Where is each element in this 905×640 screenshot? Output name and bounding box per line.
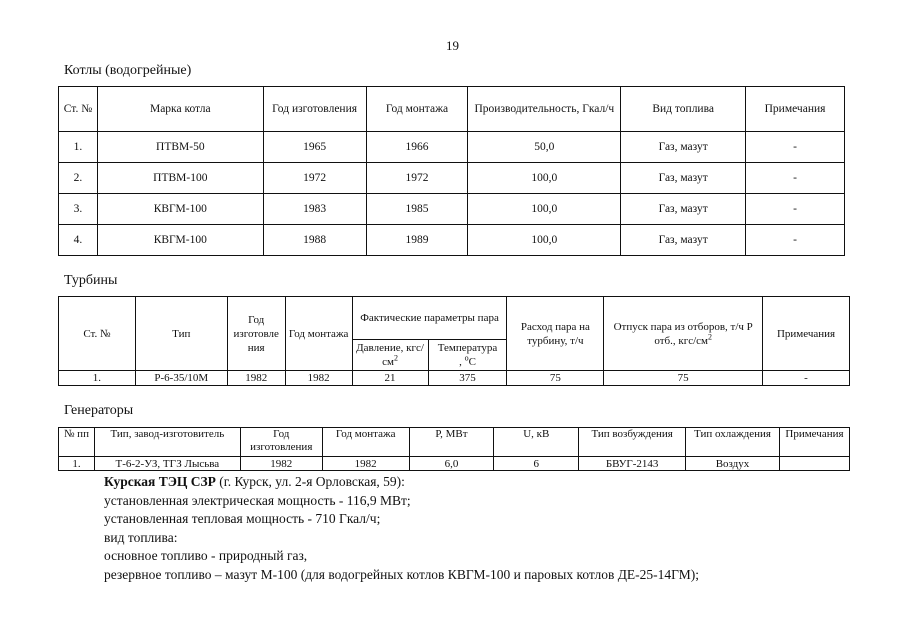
table-row (59, 371, 850, 386)
generators-col-year-made: Год изготовления (240, 428, 322, 457)
cell: 1965 (263, 132, 366, 163)
cell: 1983 (263, 194, 366, 225)
turbines-heading: Турбины (64, 273, 118, 288)
cell: ПТВМ-100 (97, 163, 263, 194)
cell: 1985 (366, 194, 468, 225)
cell: 1982 (322, 457, 409, 471)
turbines-col-extraction (604, 297, 763, 371)
cell: КВГМ-100 (97, 225, 263, 256)
pressure-sup: 2 (393, 353, 398, 363)
generators-col-no: № пп (59, 428, 95, 457)
table-row (59, 225, 845, 256)
cell: 75 (604, 371, 763, 386)
extraction-label: Отпуск пара из отборов, т/ч Р отб., кгс/см (613, 320, 753, 347)
temperature-unit-prefix: , (459, 356, 465, 368)
cell: 100,0 (468, 225, 621, 256)
turbines-col-params: Фактические параметры пара (352, 297, 507, 340)
turbines-col-year-made: Год изготовле ния (227, 297, 285, 371)
cell: ПТВМ-50 (97, 132, 263, 163)
cell: 2. (59, 163, 98, 194)
cell: Газ, мазут (621, 163, 746, 194)
cell: Т-6-2-УЗ, ТГЗ Лысьва (94, 457, 240, 471)
page-number: 19 (446, 38, 459, 53)
turbines-table (58, 296, 850, 386)
boilers-header-row (59, 87, 845, 132)
cell: 1. (59, 132, 98, 163)
cell: - (746, 132, 845, 163)
boilers-col-fuel: Вид топлива (621, 87, 746, 132)
cell: 375 (428, 371, 507, 386)
temperature-unit: С (468, 356, 476, 368)
extraction-sup: 2 (708, 331, 712, 341)
generators-col-type: Тип, завод-изготовитель (94, 428, 240, 457)
cell: 6 (494, 457, 579, 471)
plant-line: установленная электрическая мощность - 116,9 МВт; (104, 492, 411, 508)
turbines-col-temperature (428, 340, 507, 371)
cell: 21 (352, 371, 428, 386)
cell: - (746, 163, 845, 194)
generators-col-excitation: Тип возбуждения (579, 428, 686, 457)
generators-heading: Генераторы (64, 403, 134, 418)
cell: 1. (59, 457, 95, 471)
cell: - (746, 194, 845, 225)
table-row (59, 194, 845, 225)
boilers-col-year-made: Год изготовления (263, 87, 366, 132)
cell: - (746, 225, 845, 256)
plant-address: (г. Курск, ул. 2-я Орловская, 59): (215, 474, 405, 489)
plant-name: Курская ТЭЦ СЗР (104, 474, 216, 489)
cell: 1. (59, 371, 136, 386)
plant-line: резервное топливо – мазут М-100 (для водогрейных котлов КВГМ-100 и паровых котлов ДЕ-25-14ГМ); (104, 566, 700, 582)
cell: 1982 (227, 371, 285, 386)
turbines-col-steam-flow: Расход пара на турбину, т/ч (507, 297, 604, 371)
cell: Газ, мазут (621, 194, 746, 225)
turbines-col-year-mount: Год монтажа (285, 297, 352, 371)
boilers-table (58, 86, 845, 256)
cell: 50,0 (468, 132, 621, 163)
generators-header-row (59, 428, 850, 457)
boilers-col-notes: Примечания (746, 87, 845, 132)
cell: 1988 (263, 225, 366, 256)
turbines-col-type: Тип (135, 297, 227, 371)
generators-col-notes: Примечания (779, 428, 849, 457)
cell: 6,0 (409, 457, 494, 471)
table-row (59, 163, 845, 194)
table-row (59, 457, 850, 471)
boilers-col-capacity: Производительность, Гкал/ч (468, 87, 621, 132)
plant-description (104, 473, 699, 584)
generators-col-power: Р, МВт (409, 428, 494, 457)
cell: 4. (59, 225, 98, 256)
degree-sup: о (464, 353, 469, 363)
turbines-col-pressure (352, 340, 428, 371)
plant-line: установленная тепловая мощность - 710 Гкал/ч; (104, 511, 381, 526)
cell: 1982 (285, 371, 352, 386)
cell: 1989 (366, 225, 468, 256)
turbines-col-no: Ст. № (59, 297, 136, 371)
temperature-label: Температура (437, 342, 498, 354)
plant-line: основное топливо - природный газ, (104, 548, 308, 563)
generators-table (58, 427, 850, 471)
cell: КВГМ-100 (97, 194, 263, 225)
table-row (59, 132, 845, 163)
cell: 1972 (263, 163, 366, 194)
cell: БВУГ-2143 (579, 457, 686, 471)
cell: 3. (59, 194, 98, 225)
boilers-col-no: Ст. № (59, 87, 98, 132)
cell: 1972 (366, 163, 468, 194)
cell: 100,0 (468, 194, 621, 225)
cell: 1966 (366, 132, 468, 163)
boilers-col-model: Марка котла (97, 87, 263, 132)
plant-line: вид топлива: (104, 529, 178, 545)
pressure-label: Давление, кгс/см (356, 342, 424, 368)
boilers-heading: Котлы (водогрейные) (64, 63, 192, 78)
cell: - (763, 371, 850, 386)
cell (779, 457, 849, 471)
boilers-col-year-mount: Год монтажа (366, 87, 468, 132)
cell: Газ, мазут (621, 225, 746, 256)
cell: 75 (507, 371, 604, 386)
cell: Р-6-35/10М (135, 371, 227, 386)
generators-col-voltage: U, кВ (494, 428, 579, 457)
generators-col-cooling: Тип охлаждения (686, 428, 780, 457)
cell: Газ, мазут (621, 132, 746, 163)
cell: 1982 (240, 457, 322, 471)
generators-col-year-mount: Год монтажа (322, 428, 409, 457)
turbines-header-row (59, 297, 850, 340)
cell: Воздух (686, 457, 780, 471)
plant-title-line (104, 473, 699, 492)
turbines-col-notes: Примечания (763, 297, 850, 371)
cell: 100,0 (468, 163, 621, 194)
